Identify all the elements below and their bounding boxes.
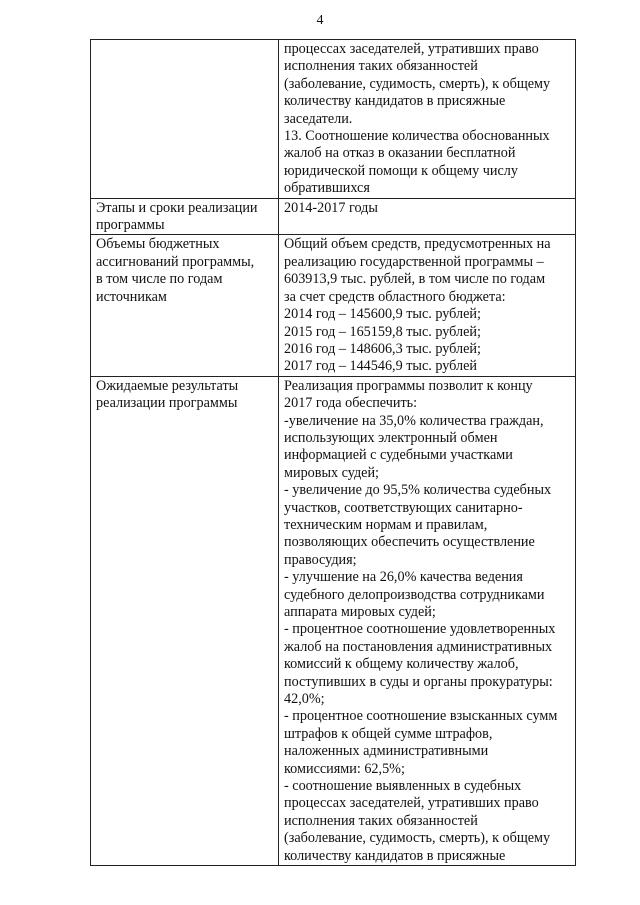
value-line: аппарата мировых судей; xyxy=(284,604,436,620)
value-line: 2014-2017 годы xyxy=(284,199,378,216)
value-line: 2015 год – 165159,8 тыс. рублей; xyxy=(284,323,481,340)
value-line: (заболевание, судимость, смерть), к общему xyxy=(284,75,551,92)
value-line: 603913,9 тыс. рублей, в том числе по годам xyxy=(284,271,546,288)
value-line: - увеличение до 95,5% количества судебных xyxy=(284,482,552,499)
row-label-cell xyxy=(91,198,279,235)
value-line: судебного делопроизводства сотрудниками xyxy=(284,586,545,603)
value-line: процессах заседателей, утративших право xyxy=(284,41,539,57)
value-line: использующих электронный обмен xyxy=(284,429,498,446)
value-line: реализацию государственной программы – xyxy=(284,253,544,270)
label-line: Этапы и сроки реализации xyxy=(96,199,258,216)
page-number: 4 xyxy=(316,13,324,28)
value-line: заседатели. xyxy=(284,110,353,127)
table-row xyxy=(91,40,576,199)
value-line: Реализация программы позволит к концу xyxy=(284,377,533,394)
value-line: 2016 год – 148606,3 тыс. рублей; xyxy=(284,340,481,357)
row-label-cell xyxy=(91,40,279,199)
table-row xyxy=(91,198,576,235)
label-line: программы xyxy=(96,217,165,234)
value-line: мировых судей; xyxy=(284,464,379,481)
value-line: позволяющих обеспечить осуществление xyxy=(284,534,535,551)
row-label-cell xyxy=(91,376,279,865)
label-line: в том числе по годам xyxy=(96,271,223,288)
label-line: реализации программы xyxy=(96,395,238,412)
value-line: 2017 года обеспечить: xyxy=(284,395,418,412)
value-line: правосудия; xyxy=(284,551,357,568)
value-line: штрафов к общей сумме штрафов, xyxy=(284,725,493,742)
table-row xyxy=(91,376,576,865)
value-line: исполнения таких обязанностей xyxy=(284,58,478,75)
value-line: 2014 год – 145600,9 тыс. рублей; xyxy=(284,306,481,323)
value-line: - улучшение на 26,0% качества ведения xyxy=(284,569,523,586)
table-row xyxy=(91,235,576,376)
row-label-cell xyxy=(91,235,279,376)
row-value-cell xyxy=(279,198,576,235)
value-line: информацией с судебными участками xyxy=(284,447,513,464)
value-line: процессах заседателей, утративших право xyxy=(284,795,539,812)
label-line: ассигнований программы, xyxy=(96,253,255,270)
value-line: техническим нормам и правилам, xyxy=(284,516,488,533)
value-line: участков, соответствующих санитарно- xyxy=(284,499,523,516)
row-value-cell xyxy=(279,376,576,865)
value-line: - соотношение выявленных в судебных xyxy=(284,778,522,795)
value-line: поступивших в суды и органы прокуратуры: xyxy=(284,673,553,690)
value-line: жалоб на отказ в оказании бесплатной xyxy=(284,145,516,162)
value-line: 42,0%; xyxy=(284,691,325,708)
value-line: -увеличение на 35,0% количества граждан, xyxy=(284,412,544,429)
value-line: - процентное соотношение взысканных сумм xyxy=(284,708,558,725)
value-line: 13. Соотношение количества обоснованных xyxy=(284,128,550,145)
program-passport-table xyxy=(90,39,576,866)
label-line: Ожидаемые результаты xyxy=(96,377,239,394)
value-line: исполнения таких обязанностей xyxy=(284,812,478,829)
value-line: комиссиями: 62,5%; xyxy=(284,760,405,777)
value-line: обратившихся xyxy=(284,180,370,197)
value-line: комиссий к общему количеству жалоб, xyxy=(284,656,519,673)
value-line: количеству кандидатов в присяжные xyxy=(284,93,506,110)
label-line: Объемы бюджетных xyxy=(96,236,220,253)
value-line: (заболевание, судимость, смерть), к общему xyxy=(284,830,551,847)
value-line: - процентное соотношение удовлетворенных xyxy=(284,621,556,638)
value-line: 2017 год – 144546,9 тыс. рублей xyxy=(284,358,477,375)
value-line: жалоб на постановления административных xyxy=(284,638,553,655)
row-value-cell xyxy=(279,40,576,199)
value-line: юридической помощи к общему числу xyxy=(284,162,518,179)
value-line: Общий объем средств, предусмотренных на xyxy=(284,236,551,253)
row-value-cell xyxy=(279,235,576,376)
label-line: источникам xyxy=(96,288,167,305)
value-line: наложенных административными xyxy=(284,743,489,760)
value-line: количеству кандидатов в присяжные xyxy=(284,847,506,864)
value-line: за счет средств областного бюджета: xyxy=(284,288,506,305)
